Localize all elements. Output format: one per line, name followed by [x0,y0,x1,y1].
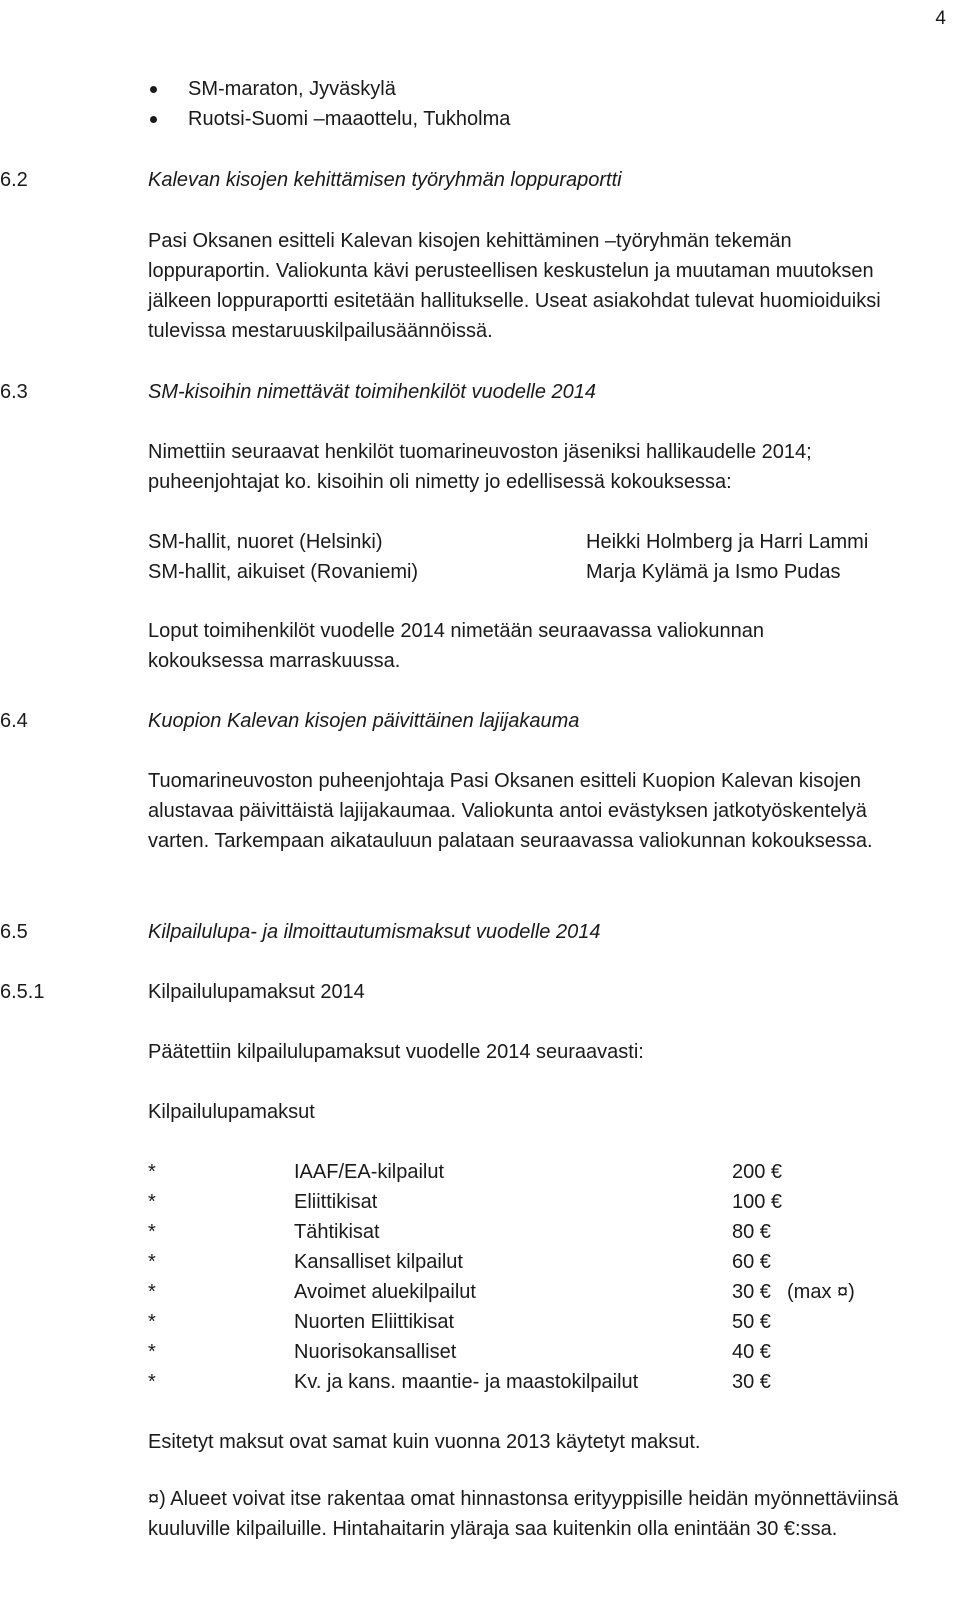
appointment-persons: Marja Kylämä ja Ismo Pudas [586,561,841,583]
fee-name: Nuorten Eliittikisat [294,1311,455,1333]
bullet-item: SM-maraton, Jyväskylä [188,78,396,100]
fee-name: Eliittikisat [294,1191,378,1213]
section-paragraph: Tuomarineuvoston puheenjohtaja Pasi Oksanen esitteli Kuopion Kalevan kisojen alustavaa päivittäistä lajijakaumaa. Valiokunta antoi evästyksen jatkotyöskentelyä varten. Tarkempaan aikatauluun palataan seuraavassa valiokunnan kokouksessa. [148,770,873,852]
fee-note: (max ¤) [787,1281,855,1303]
fee-name: IAAF/EA-kilpailut [294,1161,445,1183]
fee-amount: 80 € [732,1221,771,1243]
fee-amount: 50 € [732,1311,771,1333]
fee-amount: 100 € [732,1191,783,1213]
fee-marker: * [148,1341,156,1363]
appointment-event: SM-hallit, aikuiset (Rovaniemi) [148,561,419,583]
fee-name: Tähtikisat [294,1221,380,1243]
footnote: ¤) Alueet voivat itse rakentaa omat hinnastonsa erityyppisille heidän myönnettäviinsä kuuluville kilpailuille. Hintahaitarin yläraja saa kuitenkin olla enintään 30 €:ssa. [148,1488,899,1540]
fee-name: Kansalliset kilpailut [294,1251,463,1273]
fee-marker: * [148,1161,156,1183]
section-paragraph: Loput toimihenkilöt vuodelle 2014 nimetään seuraavassa valiokunnan kokouksessa marraskuussa. [148,620,764,672]
fee-marker: * [148,1281,156,1303]
section-heading: Kuopion Kalevan kisojen päivittäinen lajijakauma [148,710,580,732]
section-number: 6.2 [0,169,28,191]
section-paragraph: Pasi Oksanen esitteli Kalevan kisojen kehittäminen –työryhmän tekemän loppuraportin. Valiokunta kävi perusteellisen keskustelun ja muutaman muutoksen jälkeen loppuraportti esitetään hallitukselle. Useat asiakohdat tulevat huomioiduiksi tulevissa mestaruuskilpailusäännöissä. [148,230,881,342]
appointment-persons: Heikki Holmberg ja Harri Lammi [586,531,869,553]
fee-amount: 30 € [732,1281,771,1303]
fee-marker: * [148,1191,156,1213]
appointment-event: SM-hallit, nuoret (Helsinki) [148,531,383,553]
section-heading: SM-kisoihin nimettävät toimihenkilöt vuodelle 2014 [148,381,597,403]
fee-name: Nuorisokansalliset [294,1341,457,1363]
section-intro: Päätettiin kilpailulupamaksut vuodelle 2014 seuraavasti: [148,1041,644,1063]
bullet-dot [150,86,157,93]
section-heading: Kalevan kisojen kehittämisen työryhmän loppuraportti [148,169,622,191]
fee-list-heading: Kilpailulupamaksut [148,1101,315,1123]
bullet-item: Ruotsi-Suomi –maaottelu, Tukholma [188,108,511,130]
fee-amount: 200 € [732,1161,783,1183]
fee-name: Kv. ja kans. maantie- ja maastokilpailut [294,1371,639,1393]
section-number: 6.4 [0,710,28,732]
fee-amount: 30 € [732,1371,771,1393]
fee-marker: * [148,1311,156,1333]
section-number: 6.5 [0,921,28,943]
bullet-dot [150,116,157,123]
section-paragraph: Nimettiin seuraavat henkilöt tuomarineuvoston jäseniksi hallikaudelle 2014; puheenjohtajat ko. kisoihin oli nimetty jo edellisessä kokouksessa: [148,441,812,493]
fee-marker: * [148,1371,156,1393]
section-number: 6.5.1 [0,981,45,1003]
section-number: 6.3 [0,381,28,403]
page-number: 4 [935,8,946,29]
section-heading: Kilpailulupamaksut 2014 [148,981,365,1003]
fee-name: Avoimet aluekilpailut [294,1281,476,1303]
fee-marker: * [148,1251,156,1273]
fee-amount: 40 € [732,1341,771,1363]
section-heading: Kilpailulupa- ja ilmoittautumismaksut vuodelle 2014 [148,921,601,943]
fee-amount: 60 € [732,1251,771,1273]
fees-note: Esitetyt maksut ovat samat kuin vuonna 2013 käytetyt maksut. [148,1431,701,1453]
fee-marker: * [148,1221,156,1243]
